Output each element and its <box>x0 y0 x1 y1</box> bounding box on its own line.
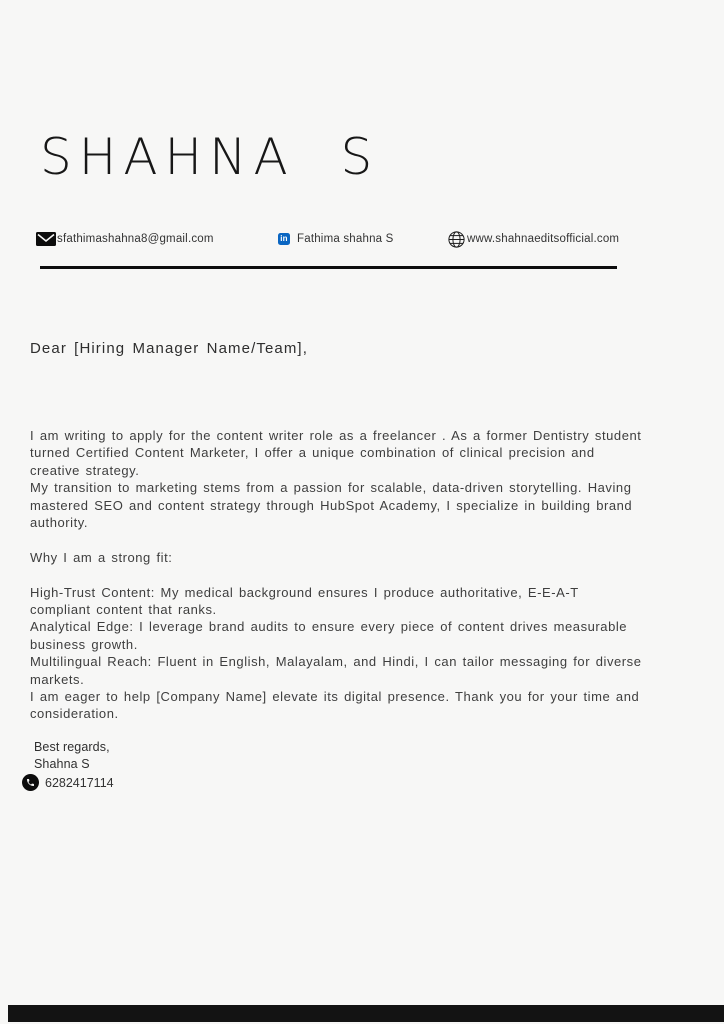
phone-row <box>22 774 114 791</box>
body-line: turned Certified Content Marketer, I offer a unique combination of clinical precision and <box>30 445 595 461</box>
body-line: mastered SEO and content strategy through HubSpot Academy, I specialize in building brand <box>30 497 633 513</box>
closing-regards: Best regards, <box>34 740 110 754</box>
body-line: authority. <box>30 515 89 531</box>
linkedin-text: Fathima shahna S <box>297 233 394 245</box>
body-line: creative strategy. <box>30 462 140 478</box>
envelope-icon <box>36 232 56 246</box>
salutation: Dear [Hiring Manager Name/Team], <box>30 340 308 357</box>
paragraph-analytical-edge <box>30 618 690 653</box>
body-line: I am eager to help [Company Name] elevate its digital presence. Thank you for your time and <box>30 689 640 705</box>
website-text: www.shahnaeditsofficial.com <box>467 233 620 245</box>
paragraph-transition <box>30 479 690 531</box>
website-contact[interactable] <box>448 229 619 249</box>
footer-bar <box>8 1005 724 1022</box>
contact-row <box>0 229 724 249</box>
phone-icon <box>22 774 39 791</box>
phone-number: 6282417114 <box>45 775 114 790</box>
body-line: markets. <box>30 671 85 687</box>
body-line: consideration. <box>30 706 119 722</box>
paragraph-intro <box>30 427 690 479</box>
email-contact[interactable] <box>36 229 214 249</box>
paragraph-eager <box>30 688 690 723</box>
closing-block <box>34 739 110 773</box>
letter-body <box>30 427 690 723</box>
body-line: Analytical Edge: I leverage brand audits to ensure every piece of content drives measurable <box>30 619 628 635</box>
body-line: business growth. <box>30 636 138 652</box>
paragraph-high-trust <box>30 584 690 619</box>
body-line: My transition to marketing stems from a passion for scalable, data-driven storytelling. Having <box>30 480 632 496</box>
body-line: compliant content that ranks. <box>30 602 217 618</box>
closing-name: Shahna S <box>34 757 90 771</box>
email-text: sfathimashahna8@gmail.com <box>57 233 214 245</box>
paragraph-strong-fit-heading <box>30 549 690 566</box>
body-line: I am writing to apply for the content writer role as a freelancer . As a former Dentistry student <box>30 428 642 443</box>
body-line: Why I am a strong fit: <box>30 549 173 565</box>
header-divider-rule <box>40 266 617 269</box>
linkedin-icon: in <box>278 233 290 245</box>
body-line: High-Trust Content: My medical background ensures I produce authoritative, E-E-A-T <box>30 584 579 600</box>
paragraph-multilingual <box>30 653 690 688</box>
body-line: Multilingual Reach: Fluent in English, Malayalam, and Hindi, I can tailor messaging for diverse <box>30 654 642 670</box>
globe-icon <box>448 231 465 248</box>
linkedin-contact[interactable] <box>278 229 394 249</box>
page-title: SHAHNA S <box>40 128 380 186</box>
